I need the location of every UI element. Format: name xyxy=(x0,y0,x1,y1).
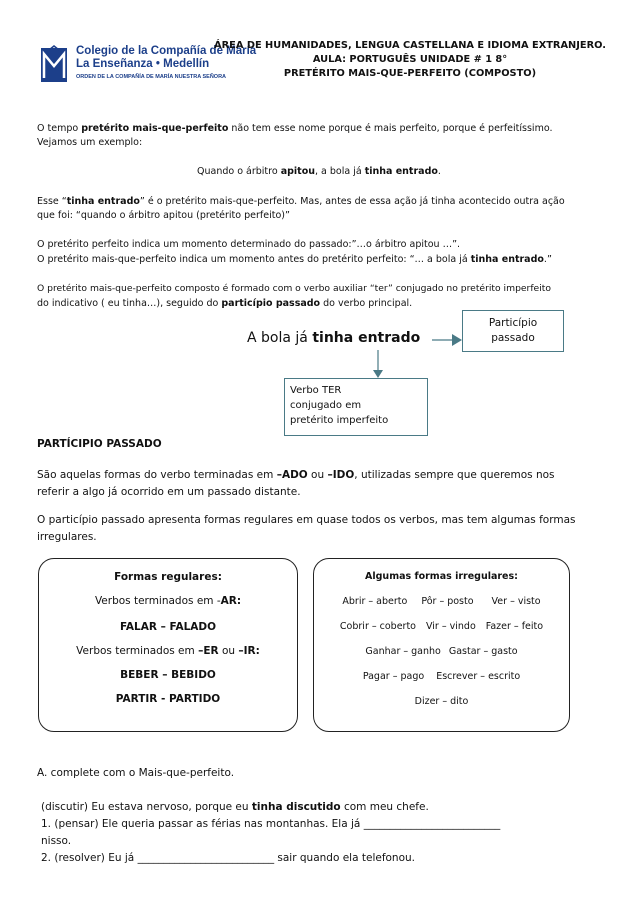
irregular-row-4: Pagar – pago Escrever – escrito xyxy=(362,671,521,682)
intro-p2-line1: Esse “tinha entrado” é o pretérito mais-que-perfeito. Mas, antes de essa ação já tinha acontecido outra ação xyxy=(37,196,565,207)
regular-er-example: BEBER – BEBIDO xyxy=(120,669,216,681)
exercise-instruction: A. complete com o Mais-que-perfeito. xyxy=(37,767,235,779)
verbo-box-line3: pretérito imperfeito xyxy=(290,415,389,426)
participio-box-line2: passado xyxy=(491,332,535,344)
intro-p3-line2: O pretérito mais-que-perfeito indica um momento antes do pretérito perfeito: “… a bola já tinha entrado.” xyxy=(37,254,552,265)
verbo-box xyxy=(284,378,428,436)
section-p1-line1: São aquelas formas do verbo terminadas em –ADO ou –IDO, utilizadas sempre que queremos nos xyxy=(37,469,555,481)
school-name: Colegio de la Compañía de María xyxy=(76,45,257,57)
exercise-2-blank[interactable]: __________________________ xyxy=(137,852,275,864)
diagram-main-sentence: A bola já tinha entrado xyxy=(247,330,421,346)
exercise-1-blank[interactable]: __________________________ xyxy=(363,818,501,830)
regular-ir-example: PARTIR - PARTIDO xyxy=(115,693,221,705)
intro-p1-line1: O tempo pretérito mais-que-perfeito não tem esse nome porque é mais perfeito, porque é perfeitíssimo. xyxy=(37,123,553,134)
exercise-1-line1: 1. (pensar) Ele queria passar as férias nas montanhas. Ela já __________________________ xyxy=(41,818,501,830)
school-subname: La Enseñanza • Medellín xyxy=(76,58,210,70)
exercise-1-line2: nisso. xyxy=(41,835,72,847)
exercise-2: 2. (resolver) Eu já __________________________ sair quando ela telefonou. xyxy=(41,852,416,864)
section-p2-line1: O particípio passado apresenta formas regulares em quase todos os verbos, mas tem algumas formas xyxy=(37,514,576,526)
verbo-box-line1: Verbo TER xyxy=(290,385,342,396)
exercise-example: (discutir) Eu estava nervoso, porque eu tinha discutido com meu chefe. xyxy=(41,801,429,813)
section-p2-line2: irregulares. xyxy=(37,531,97,543)
participio-box xyxy=(462,310,564,352)
regular-ar-label: Verbos terminados em -AR: xyxy=(94,595,242,607)
irregular-row-2: Cobrir – coberto Vir – vindo Fazer – feito xyxy=(339,621,544,632)
example-sentence: Quando o árbitro apitou, a bola já tinha entrado. xyxy=(197,166,441,177)
arrow-to-participio-head xyxy=(452,334,462,346)
header-area: ÁREA DE HUMANIDADES, LENGUA CASTELLANA E IDIOMA EXTRANJERO. xyxy=(214,40,606,51)
header-class: AULA: PORTUGUÊS UNIDADE # 1 8° xyxy=(312,54,508,65)
regular-forms-title: Formas regulares: xyxy=(114,571,222,583)
header-topic: PRETÉRITO MAIS-QUE-PERFEITO (COMPOSTO) xyxy=(283,68,537,79)
irregular-forms-title: Algumas formas irregulares: xyxy=(365,571,518,582)
section-title: PARTÍCIPIO PASSADO xyxy=(37,438,162,450)
intro-p4-line1: O pretérito mais-que-perfeito composto é formado com o verbo auxiliar “ter” conjugado no pretérito imperfeito xyxy=(37,283,551,294)
section-p1-line2: referir a algo já ocorrido em um passado distante. xyxy=(37,486,301,498)
intro-p3-line1: O pretérito perfeito indica um momento determinado do passado:”…o árbitro apitou …”. xyxy=(37,239,461,250)
intro-p1-line2: Vejamos um exemplo: xyxy=(37,137,143,148)
regular-er-ir-label: Verbos terminados em –ER ou –IR: xyxy=(76,645,260,657)
verbo-box-line2: conjugado em xyxy=(290,400,362,411)
arrow-to-verbo-head xyxy=(373,370,383,378)
regular-forms-box xyxy=(38,558,298,732)
irregular-row-1: Abrir – aberto Pôr – posto Ver – visto xyxy=(342,596,541,607)
school-order: ORDEN DE LA COMPAÑÍA DE MARÍA NUESTRA SEÑORA xyxy=(76,74,227,80)
irregular-forms-box xyxy=(313,558,570,732)
intro-p4-line2: do indicativo ( eu tinha…), seguido do particípio passado do verbo principal. xyxy=(37,298,413,309)
participio-box-line1: Particípio xyxy=(488,317,538,329)
regular-ar-example: FALAR – FALADO xyxy=(119,621,217,633)
irregular-row-3: Ganhar – ganho Gastar – gasto xyxy=(365,646,518,657)
irregular-row-5: Dizer – dito xyxy=(414,696,469,707)
intro-p2-line2: que foi: “quando o árbitro apitou (pretérito perfeito)” xyxy=(37,210,290,221)
